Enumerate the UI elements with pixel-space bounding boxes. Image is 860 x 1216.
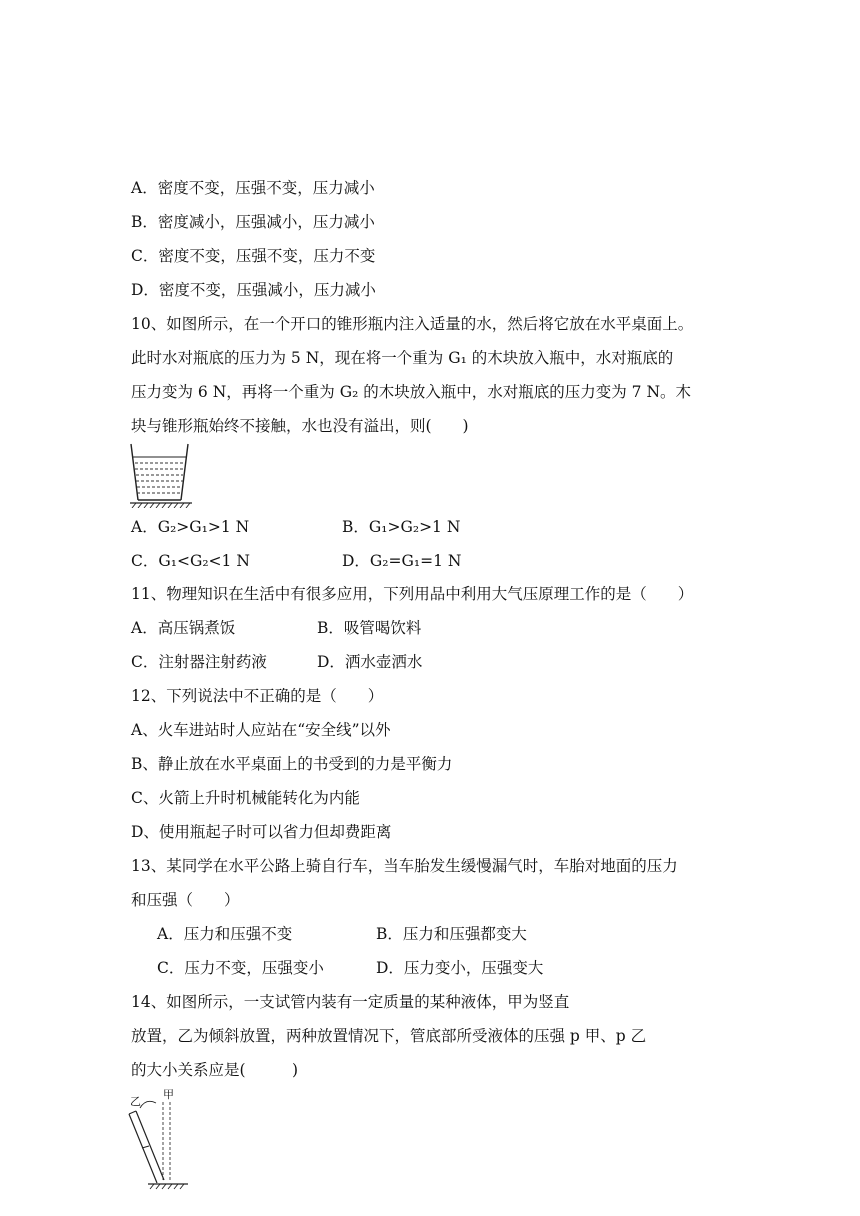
q12-option-d: D、使用瓶起子时可以省力但却费距离: [131, 823, 392, 841]
q11-option-a: A．高压锅煮饭: [131, 619, 236, 637]
q13-option-a: A．压力和压强不变: [157, 925, 293, 943]
q9-option-a: A．密度不变，压强不变，压力减小: [131, 179, 375, 197]
q12-stem: 12、下列说法中不正确的是（ ）: [131, 687, 384, 705]
test-tube-figure: [126, 1088, 196, 1194]
q10-option-b: B．G₁>G₂>1 N: [342, 518, 461, 536]
test-tube-drawing: [126, 1088, 196, 1194]
q10-stem-line4: 块与锥形瓶始终不接触，水也没有溢出，则( ): [131, 417, 469, 435]
q11-option-d: D．洒水壶洒水: [317, 653, 423, 671]
q10-option-a: A．G₂>G₁>1 N: [131, 518, 250, 536]
q13-option-c: C．压力不变，压强变小: [157, 959, 324, 977]
q12-option-a: A、火车进站时人应站在“安全线”以外: [131, 721, 391, 739]
q11-option-c: C．注射器注射药液: [131, 653, 267, 671]
q13-option-b: B．压力和压强都变大: [376, 925, 527, 943]
q9-option-d: D．密度不变，压强减小，压力减小: [131, 281, 376, 299]
q11-option-b: B．吸管喝饮料: [317, 619, 422, 637]
q12-option-c: C、火箭上升时机械能转化为内能: [131, 789, 360, 807]
fig-label-yi: 乙: [130, 1095, 141, 1108]
q14-stem-line2: 放置，乙为倾斜放置，两种放置情况下，管底部所受液体的压强 p 甲、p 乙: [131, 1027, 647, 1045]
q11-stem: 11、物理知识在生活中有很多应用，下列用品中利用大气压原理工作的是（ ）: [131, 585, 694, 603]
q14-stem-line1: 14、如图所示，一支试管内装有一定质量的某种液体，甲为竖直: [131, 993, 570, 1011]
q12-option-b: B、静止放在水平桌面上的书受到的力是平衡力: [131, 755, 453, 773]
q13-option-d: D．压力变小，压强变大: [376, 959, 544, 977]
q14-stem-line3: 的大小关系应是( ): [131, 1061, 299, 1079]
flask-figure: [128, 442, 194, 508]
q10-stem-line1: 10、如图所示，在一个开口的锥形瓶内注入适量的水，然后将它放在水平桌面上。: [131, 315, 694, 333]
fig-label-jia: 甲: [163, 1088, 174, 1101]
q10-stem-line2: 此时水对瓶底的压力为 5 N，现在将一个重为 G₁ 的木块放入瓶中，水对瓶底的: [131, 349, 674, 367]
q10-option-d: D．G₂=G₁=1 N: [342, 552, 462, 570]
q13-stem-line1: 13、某同学在水平公路上骑自行车，当车胎发生缓慢漏气时，车胎对地面的压力: [131, 857, 678, 875]
q9-option-b: B．密度减小，压强减小，压力减小: [131, 213, 375, 231]
q10-stem-line3: 压力变为 6 N，再将一个重为 G₂ 的木块放入瓶中，水对瓶底的压力变为 7 N。木: [131, 383, 692, 401]
q13-stem-line2: 和压强（ ）: [131, 891, 240, 909]
q10-option-c: C．G₁<G₂<1 N: [131, 552, 250, 570]
q9-option-c: C．密度不变，压强不变，压力不变: [131, 247, 376, 265]
